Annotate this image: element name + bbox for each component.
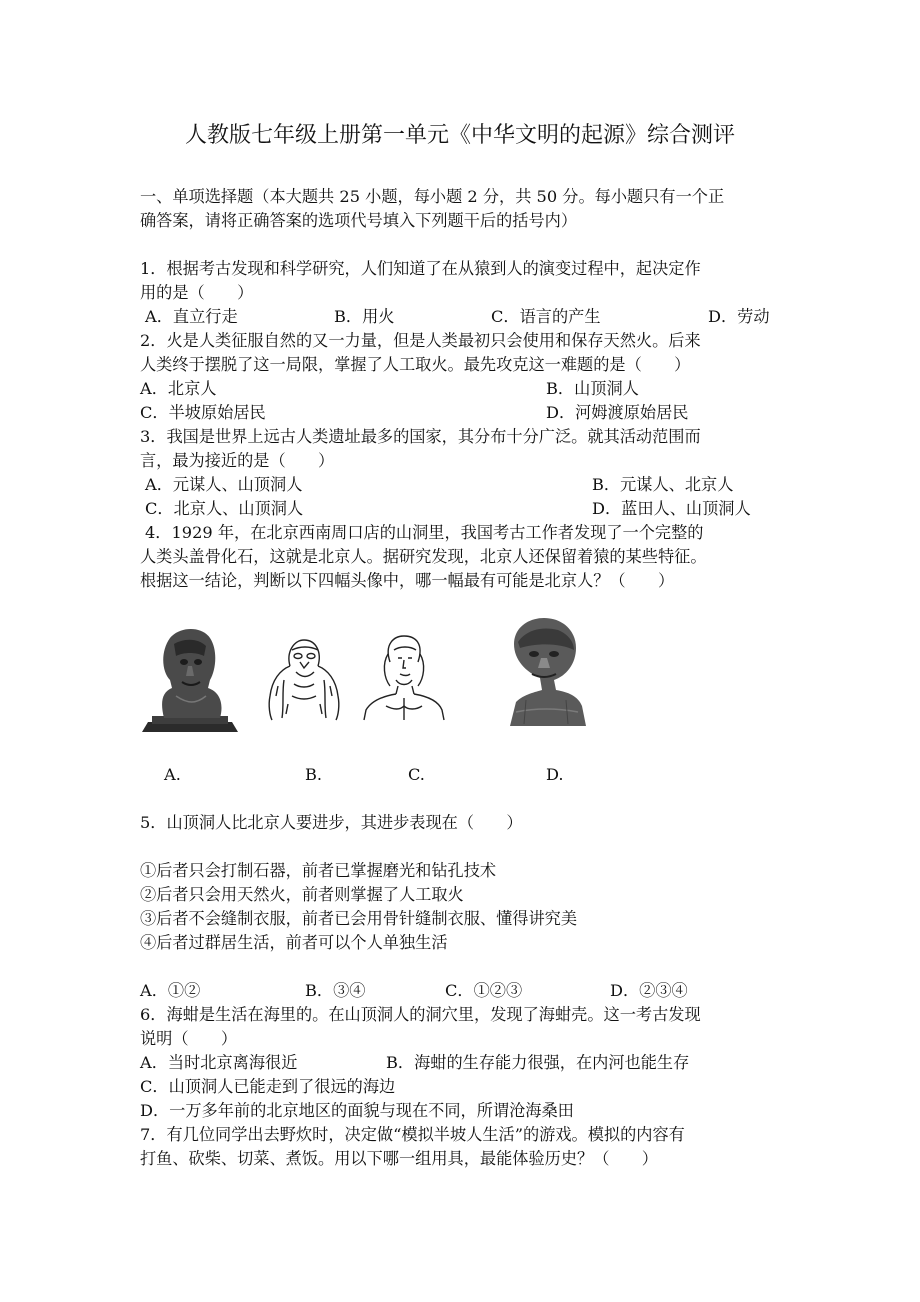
q4-option-c: C.: [408, 765, 425, 784]
q5-statement-2: ②后者只会用天然火，前者则掌握了人工取火: [140, 885, 464, 904]
q5-option-c: C．①②③: [445, 981, 523, 1000]
q4-option-d: D.: [546, 765, 564, 784]
section-heading-line1: 一、单项选择题（本大题共 25 小题，每小题 2 分，共 50 分。每小题只有一个正: [140, 187, 725, 206]
q3-stem-line2: 言，最为接近的是（ ）: [140, 451, 335, 470]
q7-stem-line2: 打鱼、砍柴、切菜、煮饭。用以下哪一组用具，最能体验历史？（ ）: [140, 1149, 658, 1168]
q3-option-c: C．北京人、山顶洞人: [145, 499, 304, 518]
q1-option-d: D．劳动: [708, 307, 770, 326]
q5-statement-1: ①后者只会打制石器，前者已掌握磨光和钻孔技术: [140, 861, 497, 880]
q6-option-d: D．一万多年前的北京地区的面貌与现在不同，所谓沧海桑田: [140, 1101, 574, 1120]
q6-option-c: C．山顶洞人已能走到了很远的海边: [140, 1077, 396, 1096]
q4-stem-line3: 根据这一结论，判断以下四幅头像中，哪一幅最有可能是北京人？（ ）: [140, 571, 675, 590]
q1-option-c: C．语言的产生: [491, 307, 601, 326]
q7-stem-line1: 7．有几位同学出去野炊时，决定做“模拟半坡人生活”的游戏。模拟的内容有: [140, 1125, 685, 1144]
q4-stem-line1: 4．1929 年，在北京西南周口店的山洞里，我国考古工作者发现了一个完整的: [145, 523, 704, 542]
ape-figure-b: [264, 636, 344, 722]
page-title: 人教版七年级上册第一单元《中华文明的起源》综合测评: [184, 123, 735, 148]
q6-option-a: A．当时北京离海很近: [140, 1053, 298, 1072]
q2-option-a: A．北京人: [140, 379, 217, 398]
bust-figure-a: [140, 622, 240, 734]
q2-option-d: D．河姆渡原始居民: [546, 403, 689, 422]
q2-option-c: C．半坡原始居民: [140, 403, 266, 422]
q5-stem-line1: 5．山顶洞人比北京人要进步，其进步表现在（ ）: [140, 813, 523, 832]
q2-option-b: B．山顶洞人: [546, 379, 639, 398]
human-figure-c: [360, 634, 448, 722]
q4-option-a: A.: [164, 765, 181, 784]
q1-stem-line1: 1．根据考古发现和科学研究，人们知道了在从猿到人的演变过程中，起决定作: [140, 259, 701, 278]
q2-stem-line1: 2．火是人类征服自然的又一力量，但是人类最初只会使用和保存天然火。后来: [140, 331, 701, 350]
q1-stem-line2: 用的是（ ）: [140, 283, 254, 302]
q3-option-b: B．元谋人、北京人: [592, 475, 734, 494]
q3-stem-line1: 3．我国是世界上远古人类遗址最多的国家，其分布十分广泛。就其活动范围而: [140, 427, 701, 446]
q5-option-d: D．②③④: [610, 981, 688, 1000]
q2-stem-line2: 人类终于摆脱了这一局限，掌握了人工取火。最先攻克这一难题的是（ ）: [140, 355, 691, 374]
q3-option-d: D．蓝田人、山顶洞人: [592, 499, 751, 518]
q6-option-b: B．海蚶的生存能力很强，在内河也能生存: [386, 1053, 690, 1072]
q4-option-b: B.: [305, 765, 323, 784]
bust-figure-d: [496, 616, 592, 728]
q6-stem-line1: 6．海蚶是生活在海里的。在山顶洞人的洞穴里，发现了海蚶壳。这一考古发现: [140, 1005, 701, 1024]
q4-stem-line2: 人类头盖骨化石，这就是北京人。据研究发现，北京人还保留着猿的某些特征。: [140, 547, 707, 566]
q3-option-a: A．元谋人、山顶洞人: [145, 475, 303, 494]
q5-option-b: B．③④: [305, 981, 366, 1000]
q5-statement-4: ④后者过群居生活，前者可以个人单独生活: [140, 933, 448, 952]
q5-statement-3: ③后者不会缝制衣服，前者已会用骨针缝制衣服、懂得讲究美: [140, 909, 578, 928]
q1-option-a: A．直立行走: [145, 307, 238, 326]
q5-option-a: A．①②: [140, 981, 201, 1000]
q1-option-b: B．用火: [334, 307, 395, 326]
q6-stem-line2: 说明（ ）: [140, 1029, 238, 1048]
section-heading-line2: 确答案，请将正确答案的选项代号填入下列题干后的括号内）: [140, 211, 578, 230]
